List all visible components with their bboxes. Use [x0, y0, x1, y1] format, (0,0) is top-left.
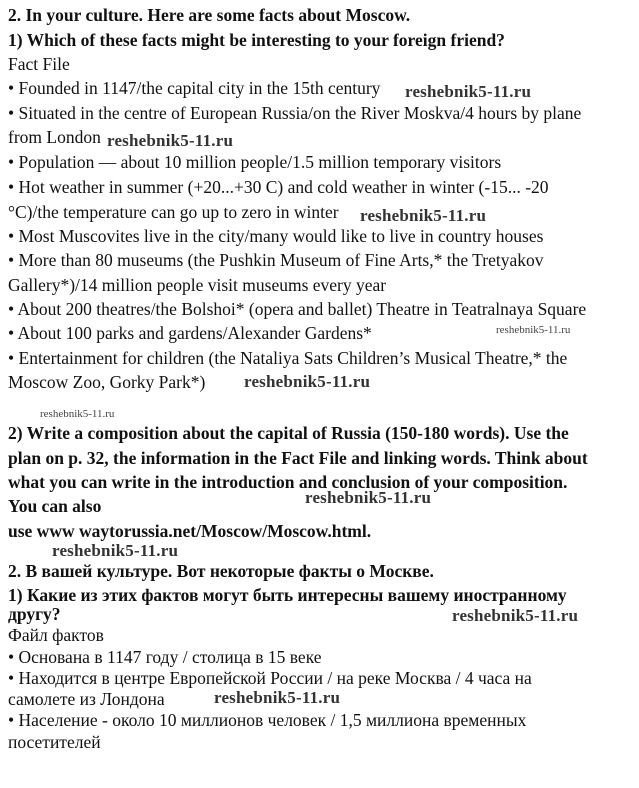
fact-line: Moscow Zoo, Gorky Park*): [8, 372, 206, 392]
fact-line: • Most Muscovites live in the city/many would like to live in country houses: [8, 226, 544, 246]
fact-line: • Population — about 10 million people/1.5 million temporary visitors: [8, 152, 502, 172]
fact-line: °C)/the temperature can go up to zero in winter: [8, 202, 339, 222]
fact-line: • Entertainment for children (the Nataliya Sats Children’s Musical Theatre,* the: [8, 348, 568, 368]
fact-line: • Founded in 1147/the capital city in the 15th century: [8, 78, 381, 98]
english-question-2-line: what you can write in the introduction and conclusion of your composition.: [8, 472, 568, 492]
russian-heading: 2. В вашей культуре. Вот некоторые факты о Москве.: [8, 561, 434, 581]
fact-file-label: Fact File: [8, 54, 70, 74]
english-question-2-line: 2) Write a composition about the capital of Russia (150-180 words). Use the: [8, 423, 569, 443]
english-heading: 2. In your culture. Here are some facts about Moscow.: [8, 5, 411, 25]
russian-fact-file-label: Файл фактов: [8, 625, 104, 645]
watermark: reshebnik5-11.ru: [452, 606, 579, 625]
russian-fact-line: посетителей: [8, 732, 101, 752]
english-question-2-line: You can also: [8, 496, 102, 516]
russian-question-1-line: 1) Какие из этих фактов могут быть интересны вашему иностранному: [8, 585, 567, 605]
fact-line: • Situated in the centre of European Russia/on the River Moskva/4 hours by plane: [8, 103, 582, 123]
watermark: reshebnik5-11.ru: [107, 131, 234, 150]
watermark: reshebnik5-11.ru: [360, 206, 487, 225]
english-question-2-line: plan on p. 32, the information in the Fact File and linking words. Think about: [8, 448, 588, 468]
watermark: reshebnik5-11.ru: [214, 688, 341, 707]
russian-question-1-line: другу?: [8, 604, 61, 624]
watermark: reshebnik5-11.ru: [40, 408, 115, 420]
fact-line: from London: [8, 127, 101, 147]
english-question-1: 1) Which of these facts might be interesting to your foreign friend?: [8, 30, 505, 50]
fact-line: • Hot weather in summer (+20...+30 C) and cold weather in winter (-15... -20: [8, 177, 549, 197]
russian-fact-line: • Находится в центре Европейской России / на реке Москва / 4 часа на: [8, 668, 532, 688]
watermark: reshebnik5-11.ru: [244, 372, 371, 391]
russian-fact-line: • Население - около 10 миллионов человек / 1,5 миллиона временных: [8, 710, 527, 730]
watermark: reshebnik5-11.ru: [405, 82, 532, 101]
fact-line: • About 200 theatres/the Bolshoi* (opera and ballet) Theatre in Teatralnaya Square: [8, 299, 587, 319]
watermark: reshebnik5-11.ru: [52, 541, 179, 560]
russian-fact-line: самолете из Лондона: [8, 689, 165, 709]
fact-line: • More than 80 museums (the Pushkin Museum of Fine Arts,* the Tretyakov: [8, 250, 544, 270]
watermark: reshebnik5-11.ru: [496, 324, 571, 336]
english-question-2-line: use www waytorussia.net/Moscow/Moscow.html.: [8, 521, 372, 541]
russian-fact-line: • Основана в 1147 году / столица в 15 веке: [8, 647, 322, 667]
watermark: reshebnik5-11.ru: [305, 488, 432, 507]
fact-line: Gallery*)/14 million people visit museums every year: [8, 275, 387, 295]
fact-line: • About 100 parks and gardens/Alexander Gardens*: [8, 323, 372, 343]
